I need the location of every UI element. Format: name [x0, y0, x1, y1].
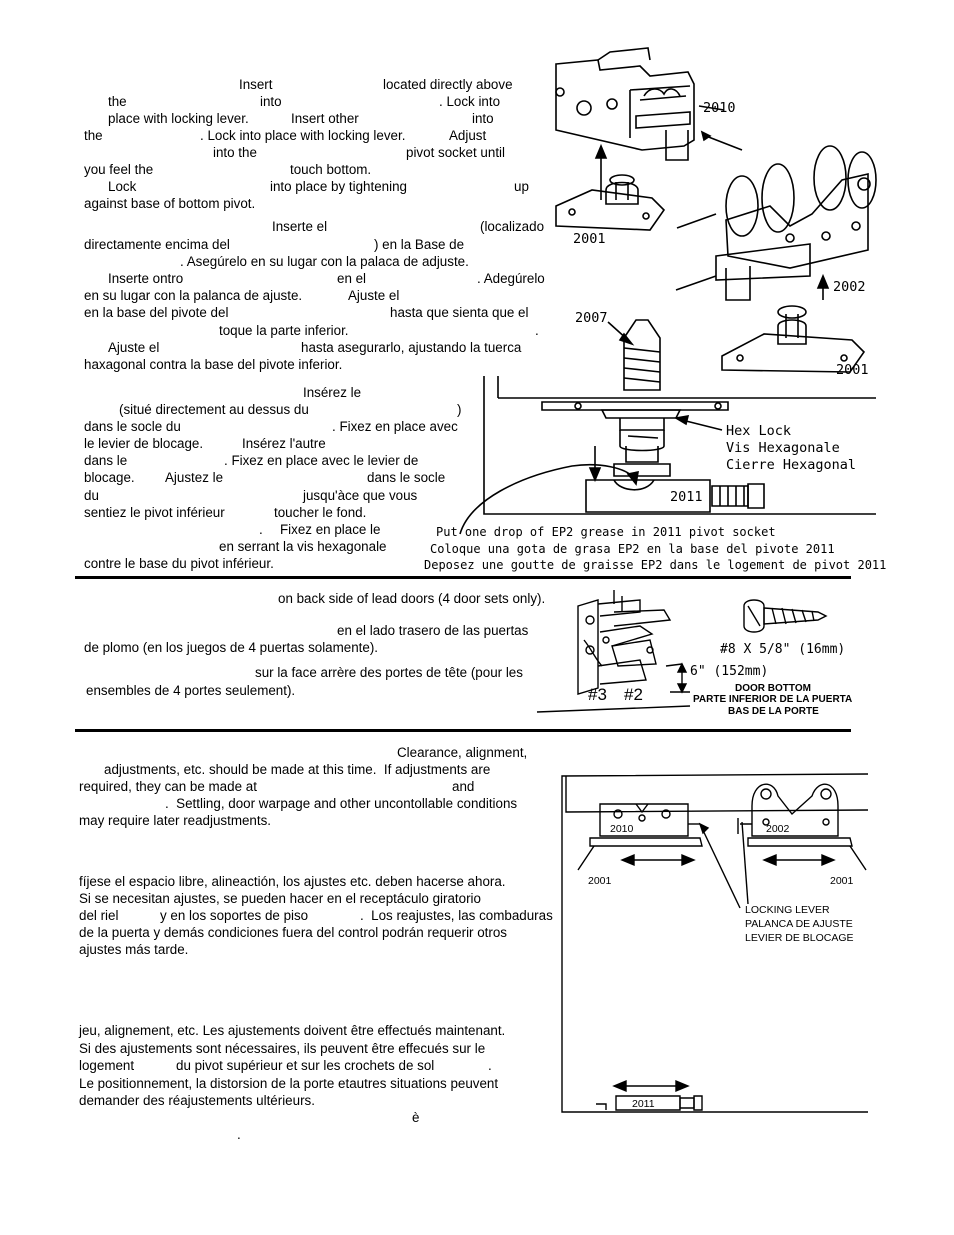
- text: Ajuste el: [348, 288, 400, 303]
- text: Clearance, alignment,: [397, 745, 528, 760]
- text: .: [488, 1058, 492, 1073]
- text: .: [259, 522, 263, 537]
- text: . Fixez en place avec: [332, 419, 458, 434]
- text: . Los reajustes, las combaduras: [360, 908, 553, 923]
- text: . Lock into place with locking lever.: [200, 128, 406, 143]
- part-label-2001: 2001: [830, 875, 854, 887]
- text: you feel the: [84, 162, 154, 177]
- text: the: [84, 128, 103, 143]
- part-label-2002: 2002: [766, 823, 790, 835]
- text: sentiez le pivot inférieur: [84, 505, 225, 520]
- text: toque la parte inferior.: [219, 323, 349, 338]
- text: located directly above: [383, 77, 513, 92]
- text: up: [514, 179, 529, 194]
- text: (situé directement au dessus du: [119, 402, 309, 417]
- text: . Lock into: [439, 94, 501, 109]
- text: . Asegúrelo en su lugar con la palaca de adjuste.: [180, 254, 469, 269]
- text: jusqu'àce que vous: [303, 488, 418, 503]
- text: the: [108, 94, 127, 109]
- text: en serrant la vis hexagonale: [219, 539, 387, 554]
- text: . Adegúrelo: [477, 271, 545, 286]
- text: Si des ajustements sont nécessaires, ils peuvent être effecués sur le: [79, 1041, 486, 1056]
- bracket-label-2: #2: [624, 685, 643, 704]
- grease-note-en: Put one drop of EP2 grease in 2011 pivot socket: [436, 525, 776, 539]
- door-bottom-label-es: PARTE INFERIOR DE LA PUERTA: [693, 694, 853, 705]
- distance-label: 6" (152mm): [690, 664, 769, 679]
- text: dans le: [84, 453, 128, 468]
- hex-lock-label-es: Cierre Hexagonal: [726, 457, 857, 473]
- locking-lever-label-fr: LEVIER DE BLOCAGE: [745, 932, 854, 944]
- text: sur la face arrère des portes de tête (pour les: [255, 665, 523, 680]
- text: Insérez le: [303, 385, 362, 400]
- text: Insert: [239, 77, 273, 92]
- text: Fixez en place le: [280, 522, 381, 537]
- text: le levier de blocage.: [84, 436, 204, 451]
- part-label-2001: 2001: [573, 231, 606, 247]
- locking-lever-label-es: PALANCA DE AJUSTE: [745, 918, 853, 930]
- text: de la puerta y demás condiciones fuera del control podrán requerir otros: [79, 925, 508, 940]
- text: Lock: [108, 179, 137, 194]
- part-label-2007: 2007: [575, 310, 608, 326]
- bracket-label-3: #3: [588, 685, 607, 704]
- text: against base of bottom pivot.: [84, 196, 256, 211]
- text: ensembles de 4 portes seulement).: [86, 683, 296, 698]
- text: hasta asegurarlo, ajustando la tuerca: [301, 340, 522, 355]
- text: dans le socle: [367, 470, 446, 485]
- text: en su lugar con la palanca de ajuste.: [84, 288, 303, 303]
- text: contre le base du pivot inférieur.: [84, 556, 274, 571]
- text: ): [457, 402, 462, 417]
- text: into the: [213, 145, 257, 160]
- text: blocage.: [84, 470, 135, 485]
- text: Adjust: [449, 128, 487, 143]
- text: fíjese el espacio libre, alineactión, los ajustes etc. deben hacerse ahora.: [79, 874, 506, 889]
- text: en el lado trasero de las puertas: [337, 623, 529, 638]
- text: Si se necesitan ajustes, se pueden hacer en el receptáculo giratorio: [79, 891, 481, 906]
- text: adjustments, etc. should be made at this time. If adjustments are: [104, 762, 491, 777]
- text: ) en la Base de: [374, 237, 465, 252]
- part-label-2010: 2010: [610, 823, 634, 835]
- text: . Fixez en place avec le levier de: [224, 453, 419, 468]
- text: (localizado: [480, 219, 545, 234]
- locking-lever-label: LOCKING LEVER: [745, 904, 830, 916]
- text: demander des réajustements ultérieurs.: [79, 1093, 315, 1108]
- text: may require later readjustments.: [79, 813, 272, 828]
- text: hasta que sienta que el: [390, 305, 529, 320]
- part-label-2010: 2010: [703, 100, 736, 116]
- text: . Settling, door warpage and other uncontollable conditions: [165, 796, 518, 811]
- text: into: [472, 111, 494, 126]
- grease-note-fr: Deposez une goutte de graisse EP2 dans le logement de pivot 2011: [424, 558, 887, 572]
- text: en la base del pivote del: [84, 305, 229, 320]
- text: du: [84, 488, 99, 503]
- text: haxagonal contra la base del pivote inferior.: [84, 357, 343, 372]
- text: .: [237, 1127, 241, 1142]
- text: Ajuste el: [108, 340, 160, 355]
- text: logement: [79, 1058, 135, 1073]
- grease-note-es: Coloque una gota de grasa EP2 en la base del pivote 2011: [430, 542, 835, 556]
- text: Ajustez le: [165, 470, 224, 485]
- text: directamente encima del: [84, 237, 230, 252]
- text: place with locking lever.: [108, 111, 249, 126]
- text: pivot socket until: [406, 145, 505, 160]
- text: y en los soportes de piso: [160, 908, 309, 923]
- text: en el: [337, 271, 367, 286]
- text: on back side of lead doors (4 door sets only).: [278, 591, 546, 606]
- text: Inserte el: [272, 219, 328, 234]
- text: Inserte ontro: [108, 271, 184, 286]
- text: du pivot supérieur et sur les crochets de sol: [176, 1058, 435, 1073]
- text: Insérez l'autre: [242, 436, 326, 451]
- part-label-2011: 2011: [670, 489, 703, 505]
- screw-size-label: #8 X 5/8" (16mm): [720, 642, 846, 657]
- hex-lock-label-fr: Vis Hexagonale: [726, 440, 840, 456]
- text: touch bottom.: [290, 162, 372, 177]
- part-label-2001: 2001: [836, 362, 869, 378]
- text: into: [260, 94, 282, 109]
- text: .: [535, 323, 539, 338]
- part-label-2002: 2002: [833, 279, 866, 295]
- text: and: [452, 779, 475, 794]
- part-label-2001: 2001: [588, 875, 612, 887]
- text: Le positionnement, la distorsion de la porte etautres situations peuvent: [79, 1076, 499, 1091]
- text: toucher le fond.: [274, 505, 367, 520]
- text: del riel: [79, 908, 119, 923]
- door-bottom-label-fr: BAS DE LA PORTE: [728, 706, 819, 717]
- text: Insert other: [291, 111, 359, 126]
- text: è: [412, 1110, 420, 1125]
- hex-lock-label: Hex Lock: [726, 423, 792, 439]
- text: required, they can be made at: [79, 779, 257, 794]
- part-label-2011: 2011: [632, 1098, 655, 1110]
- text: de plomo (en los juegos de 4 puertas solamente).: [84, 640, 379, 655]
- text: dans le socle du: [84, 419, 181, 434]
- door-bottom-label: DOOR BOTTOM: [735, 683, 811, 694]
- text: jeu, alignement, etc. Les ajustements doivent être effectués maintenant.: [79, 1023, 506, 1038]
- text: ajustes más tarde.: [79, 942, 189, 957]
- text: into place by tightening: [270, 179, 407, 194]
